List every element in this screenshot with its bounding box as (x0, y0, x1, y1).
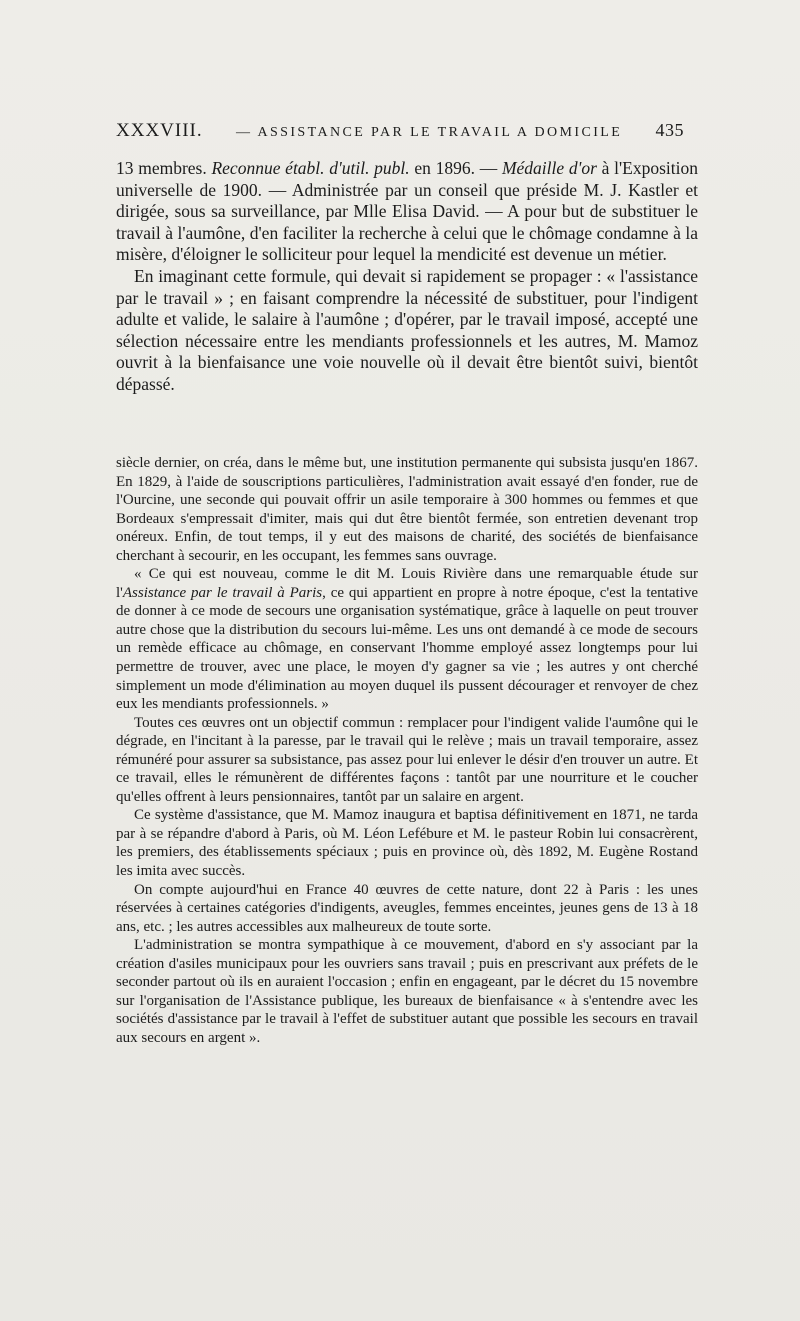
paragraph: siècle dernier, on créa, dans le même but, une institution permanente qui subsista jusqu'en 1867. En 1829, à l'aide de souscriptions particulières, l'administration avait essayé d'en fonder, rue de l'Ourcine, une seconde qui pouvait offrir un asile temporaire à 300 hommes ou femmes et que Bordeaux s'empressait d'imiter, mais qui dut être bientôt fermée, son entretien devenant trop onéreux. Enfin, de tout temps, il y eut des maisons de charité, des sociétés de bienfaisance cherchant à secourir, en les occupant, les femmes sans ouvrage. (116, 455, 698, 564)
italic-text: Reconnue établ. d'util. publ. (211, 158, 410, 178)
text-run: , ce qui appartient en propre à notre époque, c'est la tentative de donner à ce mode de secours une organisation systématique, grâce à laquelle on peut trouver autre chose que la distribution du secours lui-même. Les uns ont demandé à ce mode de secours un remède efficace au chômage, en conservant l'homme employé assez longtemps pour lui permettre de trouver, avec une place, le moyen d'y gagner sa vie ; les autres y ont cherché simplement un mode d'élimination au moyen duquel ils pussent décourager et renvoyer de chez eux les mendiants professionnels. » (116, 584, 698, 713)
running-title (236, 125, 622, 141)
text-run: 13 membres. (116, 158, 212, 178)
paragraph: On compte aujourd'hui en France 40 œuvres de cette nature, dont 22 à Paris : les unes réservées à certaines catégories d'indigents, aveugles, femmes enceintes, jeunes gens de 13 à 18 ans, etc. ; les autres accessibles aux malheureux de toute sorte. (116, 881, 698, 935)
paragraph (116, 158, 698, 266)
paragraph: L'administration se montra sympathique à ce mouvement, d'abord en s'y associant par la création d'asiles municipaux pour les ouvriers sans travail ; puis en prescrivant aux préfets de le seconder partout où ils en auraient l'occasion ; enfin en engageant, par le décret du 15 novembre sur l'organisation de l'Assistance publique, les bureaux de bienfaisance « à s'entendre avec les sociétés d'assistance par le travail à l'effet de substituer autant que possible les secours en travail aux secours en argent ». (116, 937, 698, 1046)
italic-text: Médaille d'or (501, 158, 597, 178)
running-header (116, 120, 684, 142)
quotation-paragraph (116, 565, 698, 713)
text-run: « Ce qui est nouveau, comme le dit M. Louis Rivière dans une remarquable étude sur l' (116, 566, 698, 601)
chapter-number: XXXVIII. (116, 120, 203, 141)
main-text-block (116, 158, 698, 396)
paragraph: Ce système d'assistance, que M. Mamoz inaugura et baptisa définitivement en 1871, ne tarda par à se répandre d'abord à Paris, où M. Léon Lefébure et M. le pasteur Robin lui consacrèrent, les premiers, des établissements spéciaux ; puis en province où, dès 1892, M. Eugène Rostand les imita avec succès. (116, 807, 698, 880)
header-dash: — (235, 125, 253, 140)
header-title-text: ASSISTANCE PAR LE TRAVAIL A DOMICILE (257, 125, 623, 140)
paragraph: Toutes ces œuvres ont un objectif commun : remplacer pour l'indigent valide l'aumône qui le dégrade, en l'incitant à la paresse, par le travail qui le relève ; mais un travail temporaire, assez rémunéré pour assurer sa subsistance, pas assez pour lui enlever le désir d'en trouver un autre. Et ce travail, elles le rémunèrent de différentes façons : tantôt par une nourriture et le coucher qu'elles offrent à leurs pensionnaires, tantôt par un salaire en argent. (116, 714, 698, 805)
text-run: à l'Exposition universelle de 1900. — Administrée par un conseil que préside M. J. Kastler et dirigée, sous sa surveillance, par Mlle Elisa David. — A pour but de substituer le travail à l'aumône, d'en faciliter la recherche à celui que le chômage condamne à la misère, d'éloigner le solliciteur pour lequel la mendicité est devenue un métier. (116, 158, 698, 265)
paragraph: En imaginant cette formule, qui devait si rapidement se propager : « l'assistance par le travail » ; en faisant comprendre la nécessité de substituer, pour l'indigent adulte et valide, le salaire à l'aumône ; d'opérer, par le travail imposé, accepté une sélection nécessaire entre les mendiants professionnels et les autres, M. Mamoz ouvrit à la bienfaisance une voie nouvelle où il devait être bientôt suivi, bientôt dépassé. (116, 265, 698, 394)
small-text-block (116, 454, 698, 1048)
italic-text: Assistance par le travail à Paris (122, 584, 323, 601)
text-run: en 1896. — (409, 158, 502, 178)
page-number: 435 (655, 120, 684, 140)
